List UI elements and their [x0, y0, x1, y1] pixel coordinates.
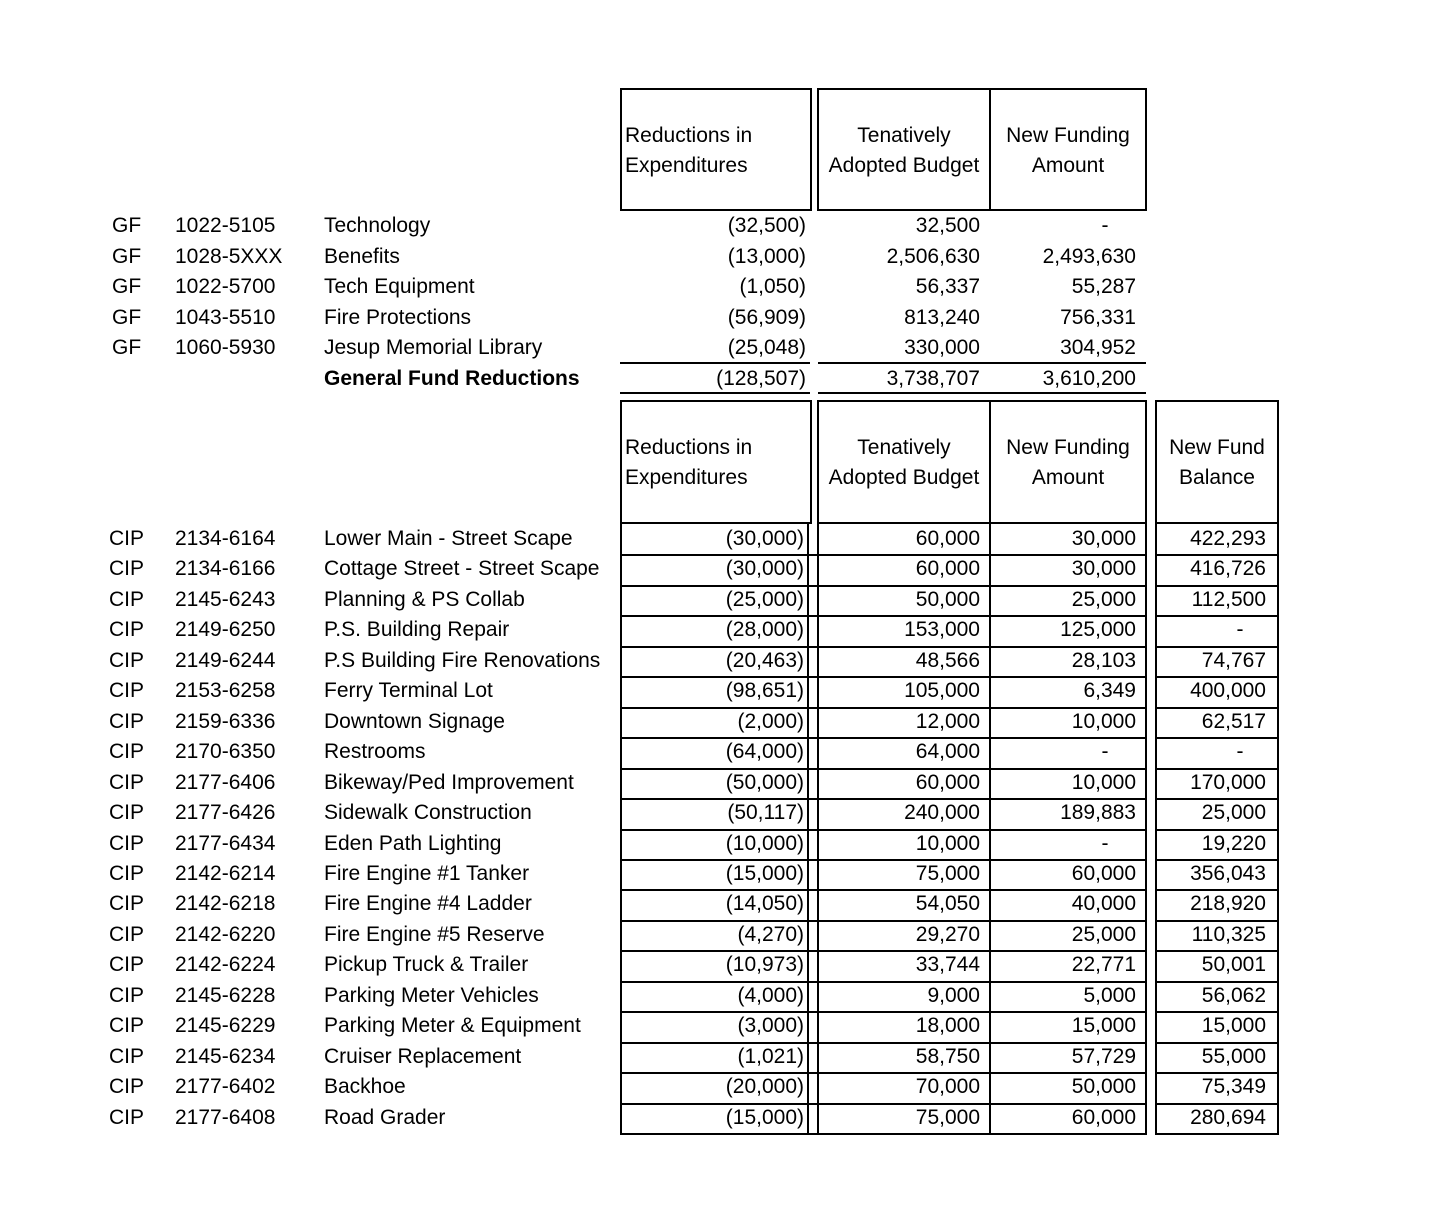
- cip-row-fund: CIP: [109, 983, 145, 1007]
- cip-header-new-funding: [989, 400, 1147, 524]
- cip-row-name: Cottage Street - Street Scape: [324, 557, 600, 581]
- cip-row-balance: 422,293: [1190, 527, 1266, 550]
- cip-row-account: 2177-6434: [175, 831, 276, 855]
- cip-row-balance: 218,920: [1190, 892, 1266, 916]
- gf-row-name: Benefits: [324, 244, 400, 268]
- cip-row-balance: 56,062: [1201, 983, 1266, 1007]
- gf-row-account: 1022-5105: [175, 214, 276, 237]
- cip-row-account: 2142-6220: [175, 922, 276, 946]
- cip-row-new-funding: -: [1101, 740, 1109, 764]
- cip-row-reduction: (1,021): [737, 1044, 804, 1068]
- cip-row-new-funding: 189,883: [1060, 801, 1136, 825]
- cip-row-name: Pickup Truck & Trailer: [324, 953, 529, 977]
- cip-row-reduction: (20,463): [725, 648, 804, 672]
- cip-row-budget: 60,000: [915, 557, 980, 581]
- cip-row-name: Parking Meter & Equipment: [324, 1014, 581, 1038]
- cip-row-new-funding: 10,000: [1071, 709, 1136, 733]
- cip-row-reduction: (3,000): [737, 1014, 804, 1038]
- cip-row-account: 2177-6426: [175, 801, 276, 825]
- cip-row-budget: 10,000: [915, 831, 980, 855]
- cip-row-account: 2145-6228: [175, 983, 276, 1007]
- cip-row-reduction: (2,000): [737, 709, 804, 733]
- cip-row-fund: CIP: [109, 1014, 145, 1038]
- cip-row-balance: 110,325: [1191, 922, 1266, 946]
- cip-row-new-funding: 57,729: [1071, 1044, 1136, 1068]
- cip-row-reduction: (50,117): [727, 801, 804, 825]
- cip-row-name: Fire Engine #5 Reserve: [324, 922, 545, 946]
- cip-row-budget: 60,000: [915, 770, 980, 794]
- cip-row-name: Downtown Signage: [324, 709, 505, 733]
- gf-header-reductions-line2: Expenditures: [625, 154, 748, 177]
- gf-row-account: 1022-5700: [175, 275, 276, 298]
- gf-total-underline-2: [818, 392, 1146, 394]
- cip-row-account: 2149-6244: [175, 648, 276, 672]
- cip-row-reduction: (14,050): [725, 892, 804, 916]
- cip-row-balance: 416,726: [1190, 557, 1266, 581]
- cip-row-new-funding: 28,103: [1071, 648, 1136, 672]
- gf-row-name: Jesup Memorial Library: [324, 336, 543, 359]
- cip-row-fund: CIP: [109, 831, 145, 855]
- cip-header-budget-line1: Tenatively: [857, 436, 951, 459]
- gf-header-budget: [817, 88, 991, 211]
- cip-row-budget: 33,744: [915, 953, 980, 977]
- gf-header-budget-line2: Adopted Budget: [828, 154, 980, 177]
- gf-row-new-funding: 756,331: [1060, 305, 1136, 329]
- cip-row-fund: CIP: [109, 709, 145, 733]
- cip-row-rule-main: [620, 1133, 1147, 1135]
- cip-row-fund: CIP: [109, 922, 145, 946]
- gf-row-budget: 56,337: [915, 275, 980, 298]
- gf-row-fund: GF: [112, 305, 142, 329]
- cip-row-balance: -: [1236, 740, 1244, 764]
- gf-total-label: General Fund Reductions: [324, 367, 580, 390]
- cip-row-balance: 280,694: [1190, 1105, 1266, 1129]
- cip-row-balance: 170,000: [1190, 770, 1266, 794]
- cip-row-reduction: (10,973): [725, 953, 804, 977]
- cip-header-balance: [1155, 400, 1279, 524]
- cip-row-account: 2134-6164: [175, 527, 276, 550]
- cip-row-budget: 75,000: [915, 861, 980, 885]
- gf-header-new-funding: [989, 88, 1147, 211]
- cip-row-fund: CIP: [109, 770, 145, 794]
- cip-row-new-funding: 30,000: [1071, 527, 1136, 550]
- cip-row-name: Bikeway/Ped Improvement: [324, 770, 574, 794]
- cip-row-reduction: (15,000): [725, 861, 804, 885]
- cip-row-new-funding: 60,000: [1071, 1105, 1136, 1129]
- gf-row-account: 1043-5510: [175, 305, 276, 329]
- cip-row-reduction: (30,000): [725, 557, 804, 581]
- cip-row-name: Parking Meter Vehicles: [324, 983, 539, 1007]
- cip-row-account: 2159-6336: [175, 709, 276, 733]
- cip-row-account: 2145-6243: [175, 587, 276, 611]
- cip-grid-vline: [807, 524, 809, 1135]
- gf-row-budget: 813,240: [904, 305, 980, 329]
- cip-row-budget: 12,000: [915, 709, 980, 733]
- cip-row-fund: CIP: [109, 557, 145, 581]
- gf-header-new-funding-line1: New Funding: [1006, 124, 1130, 147]
- cip-row-account: 2142-6214: [175, 861, 276, 885]
- cip-header-reductions: [620, 400, 812, 524]
- cip-row-account: 2142-6218: [175, 892, 276, 916]
- cip-row-account: 2145-6234: [175, 1044, 276, 1068]
- cip-row-account: 2153-6258: [175, 679, 276, 703]
- cip-row-balance: 19,220: [1201, 831, 1266, 855]
- cip-row-reduction: (4,270): [737, 922, 804, 946]
- cip-row-account: 2170-6350: [175, 740, 276, 764]
- cip-row-reduction: (10,000): [725, 831, 804, 855]
- gf-total-new-funding: 3,610,200: [1042, 367, 1136, 390]
- cip-row-fund: CIP: [109, 1105, 145, 1129]
- cip-row-new-funding: 25,000: [1071, 587, 1136, 611]
- cip-row-fund: CIP: [109, 953, 145, 977]
- cip-row-budget: 29,270: [915, 922, 980, 946]
- cip-row-name: Backhoe: [324, 1075, 406, 1099]
- cip-row-fund: CIP: [109, 740, 145, 764]
- gf-row-budget: 330,000: [904, 336, 980, 359]
- cip-row-budget: 64,000: [915, 740, 980, 764]
- cip-row-account: 2134-6166: [175, 557, 276, 581]
- cip-row-reduction: (4,000): [737, 983, 804, 1007]
- gf-row-new-funding: 2,493,630: [1042, 244, 1136, 268]
- cip-row-reduction: (98,651): [725, 679, 804, 703]
- cip-grid-vline: [1155, 524, 1157, 1135]
- cip-row-budget: 58,750: [915, 1044, 980, 1068]
- cip-row-fund: CIP: [109, 1044, 145, 1068]
- cip-row-account: 2145-6229: [175, 1014, 276, 1038]
- cip-row-new-funding: 40,000: [1071, 892, 1136, 916]
- cip-row-balance: 74,767: [1201, 648, 1266, 672]
- cip-row-fund: CIP: [109, 527, 145, 550]
- cip-row-account: 2142-6224: [175, 953, 276, 977]
- cip-header-balance-line2: Balance: [1179, 466, 1255, 489]
- cip-row-reduction: (20,000): [725, 1075, 804, 1099]
- cip-row-name: Planning & PS Collab: [324, 587, 525, 611]
- gf-row-reduction: (13,000): [727, 244, 806, 268]
- cip-row-account: 2177-6402: [175, 1075, 276, 1099]
- cip-row-account: 2149-6250: [175, 618, 276, 642]
- cip-row-new-funding: 15,000: [1071, 1014, 1136, 1038]
- cip-header-budget-line2: Adopted Budget: [828, 466, 980, 489]
- cip-row-budget: 75,000: [915, 1105, 980, 1129]
- cip-row-budget: 9,000: [927, 983, 980, 1007]
- cip-row-name: Lower Main - Street Scape: [324, 527, 573, 550]
- cip-row-balance: -: [1236, 618, 1244, 642]
- cip-row-new-funding: 5,000: [1083, 983, 1136, 1007]
- cip-row-name: Fire Engine #4 Ladder: [324, 892, 532, 916]
- cip-row-fund: CIP: [109, 587, 145, 611]
- cip-row-balance: 62,517: [1201, 709, 1266, 733]
- cip-row-balance: 400,000: [1190, 679, 1266, 703]
- cip-row-budget: 48,566: [915, 648, 980, 672]
- cip-row-name: Fire Engine #1 Tanker: [324, 861, 530, 885]
- cip-row-new-funding: 10,000: [1071, 770, 1136, 794]
- gf-row-new-funding: 55,287: [1071, 275, 1136, 298]
- cip-grid-vline: [1277, 524, 1279, 1135]
- gf-total-budget: 3,738,707: [886, 367, 980, 390]
- gf-row-reduction: (25,048): [727, 336, 806, 359]
- gf-row-fund: GF: [112, 336, 142, 359]
- cip-row-name: Cruiser Replacement: [324, 1044, 522, 1068]
- gf-row-account: 1060-5930: [175, 336, 276, 359]
- gf-row-fund: GF: [112, 214, 142, 237]
- cip-row-name: Sidewalk Construction: [324, 801, 532, 825]
- cip-header-new-funding-line1: New Funding: [1006, 436, 1130, 459]
- cip-header-reductions-line2: Expenditures: [625, 466, 748, 489]
- gf-row-name: Technology: [324, 214, 431, 237]
- cip-row-new-funding: 6,349: [1083, 679, 1136, 703]
- cip-row-account: 2177-6408: [175, 1105, 276, 1129]
- gf-row-reduction: (1,050): [739, 275, 806, 298]
- cip-row-name: Eden Path Lighting: [324, 831, 502, 855]
- cip-row-fund: CIP: [109, 892, 145, 916]
- cip-row-new-funding: 30,000: [1071, 557, 1136, 581]
- cip-header-balance-line1: New Fund: [1169, 436, 1265, 459]
- cip-row-name: Ferry Terminal Lot: [324, 679, 493, 703]
- cip-row-fund: CIP: [109, 861, 145, 885]
- gf-row-reduction: (56,909): [727, 305, 806, 329]
- cip-row-name: P.S Building Fire Renovations: [324, 648, 601, 672]
- cip-row-fund: CIP: [109, 618, 145, 642]
- cip-row-reduction: (25,000): [725, 587, 804, 611]
- cip-row-reduction: (30,000): [725, 527, 804, 550]
- gf-row-name: Fire Protections: [324, 305, 472, 329]
- cip-header-budget: [817, 400, 991, 524]
- cip-row-reduction: (15,000): [725, 1105, 804, 1129]
- cip-row-budget: 54,050: [915, 892, 980, 916]
- cip-header-reductions-line1: Reductions in: [625, 436, 753, 459]
- cip-row-budget: 153,000: [904, 618, 980, 642]
- cip-row-rule-balance: [1155, 1133, 1279, 1135]
- cip-grid-vline: [620, 524, 622, 1135]
- cip-row-reduction: (28,000): [725, 618, 804, 642]
- cip-row-balance: 55,000: [1201, 1044, 1266, 1068]
- gf-header-reductions: [620, 88, 812, 211]
- gf-row-reduction: (32,500): [727, 214, 806, 237]
- cip-row-new-funding: 25,000: [1071, 922, 1136, 946]
- cip-row-budget: 60,000: [915, 527, 980, 550]
- gf-header-new-funding-line2: Amount: [1031, 154, 1105, 177]
- gf-row-new-funding: -: [1101, 214, 1109, 237]
- cip-row-fund: CIP: [109, 679, 145, 703]
- cip-grid-vline: [989, 524, 991, 1135]
- cip-row-budget: 240,000: [904, 801, 980, 825]
- cip-row-balance: 356,043: [1190, 861, 1266, 885]
- cip-row-name: Restrooms: [324, 740, 426, 764]
- cip-row-new-funding: 60,000: [1071, 861, 1136, 885]
- cip-row-fund: CIP: [109, 648, 145, 672]
- cip-row-balance: 50,001: [1201, 953, 1266, 977]
- cip-row-budget: 18,000: [915, 1014, 980, 1038]
- gf-row-name: Tech Equipment: [324, 275, 475, 298]
- gf-row-budget: 2,506,630: [886, 244, 980, 268]
- cip-row-new-funding: 125,000: [1060, 618, 1136, 642]
- gf-row-account: 1028-5XXX: [175, 244, 283, 268]
- cip-row-fund: CIP: [109, 1075, 145, 1099]
- gf-total-reduction: (128,507): [716, 367, 806, 390]
- cip-row-budget: 70,000: [915, 1075, 980, 1099]
- gf-row-fund: GF: [112, 244, 142, 268]
- gf-row-budget: 32,500: [915, 214, 980, 237]
- gf-header-reductions-line1: Reductions in: [625, 124, 753, 147]
- gf-total-underline-1: [620, 392, 810, 394]
- cip-row-reduction: (64,000): [725, 740, 804, 764]
- cip-row-name: P.S. Building Repair: [324, 618, 510, 642]
- cip-row-new-funding: 22,771: [1071, 953, 1136, 977]
- gf-row-fund: GF: [112, 275, 142, 298]
- cip-row-balance: 112,500: [1191, 587, 1266, 611]
- cip-row-new-funding: -: [1101, 831, 1109, 855]
- cip-row-account: 2177-6406: [175, 770, 276, 794]
- cip-row-balance: 75,349: [1201, 1075, 1266, 1099]
- cip-row-balance: 15,000: [1201, 1014, 1266, 1038]
- cip-row-balance: 25,000: [1201, 801, 1266, 825]
- cip-row-reduction: (50,000): [725, 770, 804, 794]
- cip-row-new-funding: 50,000: [1071, 1075, 1136, 1099]
- cip-header-new-funding-line2: Amount: [1031, 466, 1105, 489]
- cip-grid-vline: [817, 524, 819, 1135]
- cip-row-budget: 50,000: [915, 587, 980, 611]
- cip-grid-vline: [1145, 524, 1147, 1135]
- cip-row-fund: CIP: [109, 801, 145, 825]
- cip-row-budget: 105,000: [904, 679, 980, 703]
- gf-row-new-funding: 304,952: [1060, 336, 1136, 359]
- cip-row-name: Road Grader: [324, 1105, 446, 1129]
- gf-header-budget-line1: Tenatively: [857, 124, 951, 147]
